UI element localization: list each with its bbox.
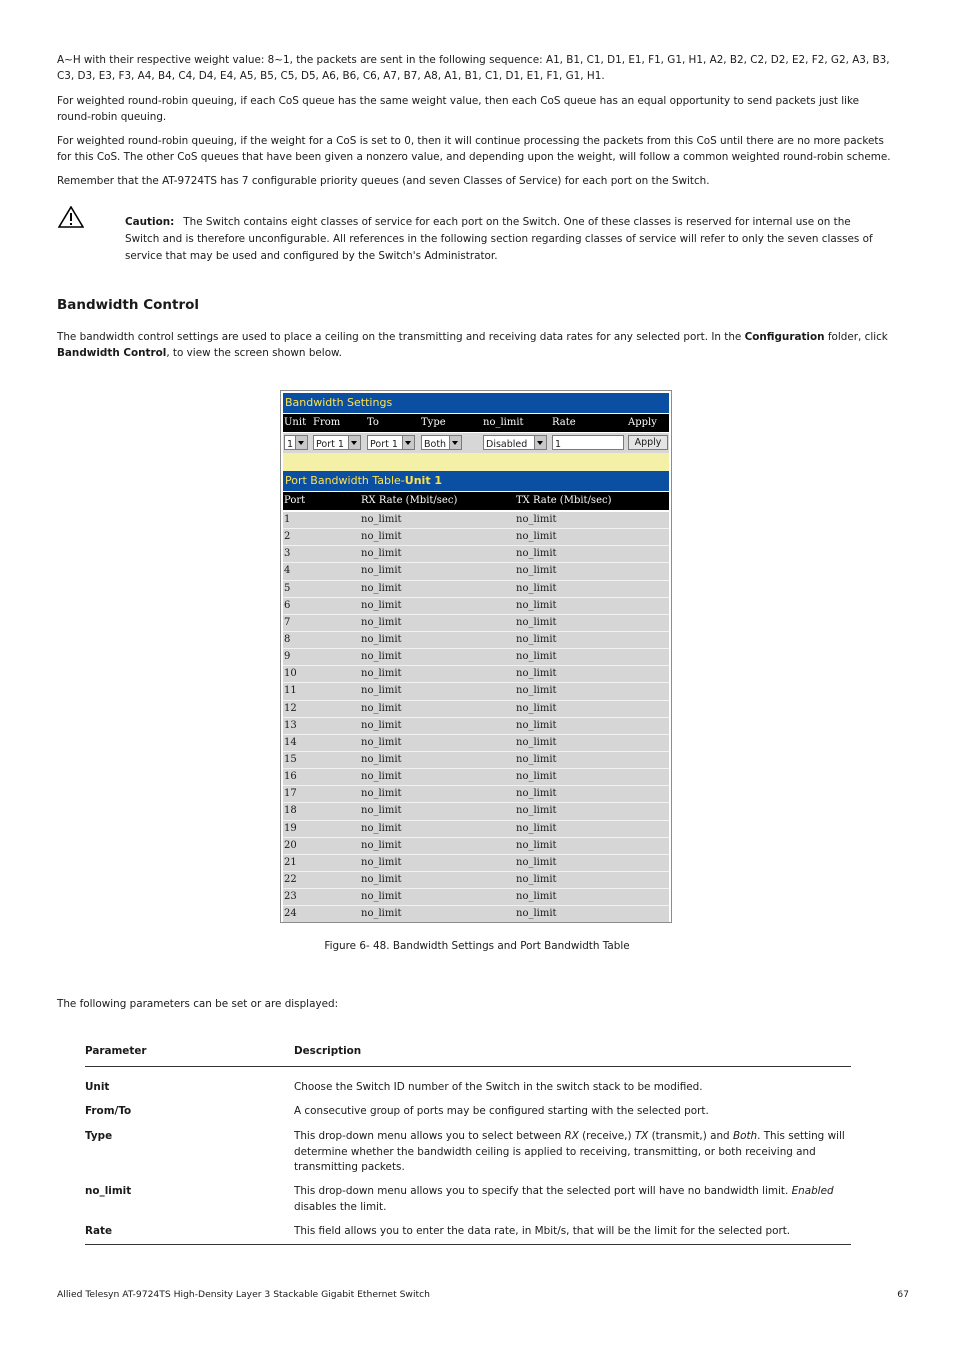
cell-rx: no_limit bbox=[361, 891, 402, 903]
bandwidth-screenshot bbox=[280, 390, 672, 923]
cell-port: 24 bbox=[284, 908, 297, 920]
nolimit-enabled: Enabled bbox=[791, 1185, 834, 1197]
table-title-text: Port Bandwidth Table- bbox=[285, 474, 405, 487]
cell-tx: no_limit bbox=[516, 822, 557, 834]
bandwidth-settings-title: Bandwidth Settings bbox=[283, 393, 669, 413]
cell-rx: no_limit bbox=[361, 548, 402, 560]
param-fromto-desc: A consecutive group of ports may be configured starting with the selected port. bbox=[294, 1105, 709, 1117]
chevron-down-icon bbox=[348, 436, 360, 449]
settings-header-row bbox=[283, 414, 669, 432]
header-type: Type bbox=[421, 417, 446, 428]
cell-rx: no_limit bbox=[361, 685, 402, 697]
cell-rx: no_limit bbox=[361, 582, 402, 594]
intro-paragraph-2: For weighted round-robin queuing, if each CoS queue has the same weight value, then each CoS queue has an equal opportunity to send packets just like round-robin queuing. bbox=[57, 95, 860, 123]
param-fromto-name: From/To bbox=[85, 1105, 132, 1117]
header-rx-rate: RX Rate (Mbit/sec) bbox=[361, 495, 458, 506]
cell-rx: no_limit bbox=[361, 633, 402, 645]
cell-rx: no_limit bbox=[361, 616, 402, 628]
cell-port: 20 bbox=[284, 839, 297, 851]
section-text-2: folder, click bbox=[824, 331, 888, 343]
cell-rx: no_limit bbox=[361, 565, 402, 577]
cell-tx: no_limit bbox=[516, 856, 557, 868]
cell-rx: no_limit bbox=[361, 514, 402, 525]
header-tx-rate: TX Rate (Mbit/sec) bbox=[516, 495, 612, 506]
from-select-value: Port 1 bbox=[316, 439, 344, 450]
table-bottom-rule bbox=[85, 1244, 851, 1245]
cell-rx: no_limit bbox=[361, 788, 402, 800]
table-row bbox=[283, 529, 669, 546]
rate-input[interactable] bbox=[552, 435, 624, 450]
cell-port: 14 bbox=[284, 736, 297, 748]
header-rate: Rate bbox=[552, 417, 576, 428]
port-bandwidth-rows bbox=[283, 512, 669, 923]
caution-body: The Switch contains eight classes of service for each port on the Switch. One of these classes is reserved for internal use on the Switch and is therefore unconfigurable. All references in the following section regarding classes of service will refer to only the seven classes of service that may be used and configured by the Switch's Administrator. bbox=[125, 216, 873, 262]
figure-caption: Figure 6- 48. Bandwidth Settings and Port Bandwidth Table bbox=[324, 940, 630, 952]
chevron-down-icon bbox=[534, 436, 546, 449]
param-nolimit-name: no_limit bbox=[85, 1185, 132, 1197]
cell-port: 3 bbox=[284, 548, 291, 560]
cell-rx: no_limit bbox=[361, 839, 402, 851]
table-row bbox=[283, 855, 669, 872]
chevron-down-icon bbox=[449, 436, 461, 449]
param-rate-desc: This field allows you to enter the data rate, in Mbit/s, that will be the limit for the selected port. bbox=[294, 1225, 791, 1237]
cell-port: 16 bbox=[284, 771, 297, 783]
cell-rx: no_limit bbox=[361, 702, 402, 714]
yellow-spacer bbox=[283, 453, 669, 473]
section-paragraph bbox=[57, 330, 893, 361]
table-row bbox=[283, 615, 669, 632]
cell-rx: no_limit bbox=[361, 736, 402, 748]
cell-tx: no_limit bbox=[516, 668, 557, 680]
to-select[interactable] bbox=[367, 435, 415, 450]
cell-port: 4 bbox=[284, 565, 291, 577]
cell-tx: no_limit bbox=[516, 771, 557, 783]
header-to: To bbox=[367, 417, 379, 428]
param-unit-name: Unit bbox=[85, 1081, 110, 1093]
cell-tx: no_limit bbox=[516, 753, 557, 765]
cell-port: 19 bbox=[284, 822, 297, 834]
param-type-desc bbox=[294, 1129, 878, 1176]
table-row bbox=[283, 838, 669, 855]
type-rx: RX bbox=[564, 1130, 579, 1142]
type-tx: TX bbox=[634, 1130, 649, 1142]
table-row bbox=[283, 701, 669, 718]
header-no-limit: no_limit bbox=[483, 417, 524, 428]
caution-icon bbox=[58, 206, 84, 228]
cell-port: 1 bbox=[284, 514, 291, 525]
cell-rx: no_limit bbox=[361, 822, 402, 834]
page-number: 67 bbox=[897, 1289, 909, 1300]
table-row bbox=[283, 786, 669, 803]
cell-tx: no_limit bbox=[516, 873, 557, 885]
table-row bbox=[283, 563, 669, 580]
type-select[interactable] bbox=[421, 435, 462, 450]
cell-port: 15 bbox=[284, 753, 297, 765]
unit-select-value: 1 bbox=[287, 439, 294, 450]
no-limit-select[interactable] bbox=[483, 435, 547, 450]
type-desc-1: This drop-down menu allows you to select between bbox=[294, 1130, 565, 1142]
section-text-1: The bandwidth control settings are used to place a ceiling on the transmitting and receiving data rates for any selected port. In the bbox=[57, 331, 745, 343]
cell-port: 21 bbox=[284, 856, 297, 868]
desc-column-header: Description bbox=[294, 1045, 362, 1057]
rate-input-value: 1 bbox=[555, 439, 562, 450]
cell-tx: no_limit bbox=[516, 599, 557, 611]
table-row bbox=[283, 735, 669, 752]
cell-tx: no_limit bbox=[516, 514, 557, 525]
settings-control-row bbox=[283, 433, 669, 453]
cell-port: 7 bbox=[284, 616, 291, 628]
table-row bbox=[283, 803, 669, 820]
cell-tx: no_limit bbox=[516, 651, 557, 663]
cell-tx: no_limit bbox=[516, 839, 557, 851]
cell-tx: no_limit bbox=[516, 908, 557, 920]
cell-rx: no_limit bbox=[361, 753, 402, 765]
cell-rx: no_limit bbox=[361, 908, 402, 920]
cell-port: 22 bbox=[284, 873, 297, 885]
cell-tx: no_limit bbox=[516, 736, 557, 748]
table-row bbox=[283, 821, 669, 838]
type-desc-4: . This setting will determine whether the bandwidth ceiling is applied to receiving, transmitting, or both receiving and transmitting packets. bbox=[294, 1130, 845, 1173]
param-unit-desc: Choose the Switch ID number of the Switch in the switch stack to be modified. bbox=[294, 1081, 703, 1093]
type-both: Both bbox=[732, 1130, 758, 1142]
bandwidth-control-keyword: Bandwidth Control bbox=[57, 346, 167, 359]
cell-tx: no_limit bbox=[516, 788, 557, 800]
port-bandwidth-table-title bbox=[283, 471, 669, 491]
cell-port: 11 bbox=[284, 685, 297, 697]
chevron-down-icon bbox=[295, 436, 307, 449]
cell-tx: no_limit bbox=[516, 582, 557, 594]
intro-paragraph-3: For weighted round-robin queuing, if the weight for a CoS is set to 0, then it will continue processing the packets from this CoS until there are no more packets for this CoS. The other CoS queues that have been given a nonzero value, and depending upon the weight, will follow a common weighted round-robin scheme. bbox=[57, 135, 891, 163]
cell-port: 23 bbox=[284, 891, 297, 903]
cell-rx: no_limit bbox=[361, 771, 402, 783]
unit-select[interactable] bbox=[284, 435, 308, 450]
chevron-down-icon bbox=[402, 436, 414, 449]
cell-tx: no_limit bbox=[516, 702, 557, 714]
params-intro: The following parameters can be set or are displayed: bbox=[57, 998, 339, 1010]
cell-rx: no_limit bbox=[361, 599, 402, 611]
header-unit: Unit bbox=[284, 417, 307, 428]
cell-port: 6 bbox=[284, 599, 291, 611]
type-desc-2: (receive,) bbox=[578, 1130, 635, 1142]
param-rate-name: Rate bbox=[85, 1225, 113, 1237]
cell-port: 17 bbox=[284, 788, 297, 800]
cell-port: 2 bbox=[284, 531, 291, 543]
param-type-name: Type bbox=[85, 1130, 113, 1142]
header-apply: Apply bbox=[628, 417, 657, 428]
table-row bbox=[283, 649, 669, 666]
from-select[interactable] bbox=[313, 435, 361, 450]
cell-tx: no_limit bbox=[516, 719, 557, 731]
apply-button[interactable]: Apply bbox=[628, 435, 668, 450]
cell-rx: no_limit bbox=[361, 719, 402, 731]
configuration-keyword: Configuration bbox=[744, 331, 825, 343]
intro-paragraph-1: A~H with their respective weight value: 8~1, the packets are sent in the following sequence: A1, B1, C1, D1, E1, F1, G1, H1, A2, B2, C2, D2, E2, F2, G2, A3, B3, C3, D3, E3, F3, A4, B4, C4, D4, E4, A5, B5, C5, D5, A6, B6, C6, A7, B7, A8, A1, B1, C1, D1, E1, F1, G1, H1. bbox=[57, 54, 890, 82]
cell-tx: no_limit bbox=[516, 548, 557, 560]
cell-tx: no_limit bbox=[516, 633, 557, 645]
table-row bbox=[283, 752, 669, 769]
cell-port: 8 bbox=[284, 633, 291, 645]
table-header-row bbox=[283, 492, 669, 510]
header-port: Port bbox=[284, 495, 306, 506]
cell-tx: no_limit bbox=[516, 531, 557, 543]
cell-port: 12 bbox=[284, 702, 297, 714]
cell-tx: no_limit bbox=[516, 891, 557, 903]
cell-tx: no_limit bbox=[516, 565, 557, 577]
table-row bbox=[283, 512, 669, 529]
cell-rx: no_limit bbox=[361, 668, 402, 680]
cell-port: 10 bbox=[284, 668, 297, 680]
cell-tx: no_limit bbox=[516, 685, 557, 697]
table-row bbox=[283, 889, 669, 906]
no-limit-select-value: Disabled bbox=[486, 439, 528, 450]
header-from: From bbox=[313, 417, 341, 428]
section-text-3: , to view the screen shown below. bbox=[166, 346, 342, 359]
table-row bbox=[283, 872, 669, 889]
intro-paragraph-4: Remember that the AT-9724TS has 7 configurable priority queues (and seven Classes of Service) for each port on the Switch. bbox=[57, 175, 710, 187]
table-row bbox=[283, 906, 669, 923]
section-title: Bandwidth Control bbox=[57, 297, 200, 313]
type-desc-3: (transmit,) and bbox=[648, 1130, 733, 1142]
cell-rx: no_limit bbox=[361, 531, 402, 543]
table-row bbox=[283, 581, 669, 598]
table-row bbox=[283, 666, 669, 683]
nolimit-desc-1: This drop-down menu allows you to specify that the selected port will have no bandwidth limit. bbox=[294, 1185, 792, 1197]
cell-port: 13 bbox=[284, 719, 297, 731]
cell-port: 5 bbox=[284, 582, 291, 594]
caution-note bbox=[125, 214, 885, 265]
cell-tx: no_limit bbox=[516, 805, 557, 817]
cell-port: 18 bbox=[284, 805, 297, 817]
table-unit-text: Unit 1 bbox=[404, 474, 443, 487]
cell-tx: no_limit bbox=[516, 616, 557, 628]
param-nolimit-desc bbox=[294, 1184, 878, 1215]
table-divider bbox=[85, 1066, 851, 1067]
table-row bbox=[283, 598, 669, 615]
param-column-header: Parameter bbox=[85, 1045, 147, 1057]
footer-title: Allied Telesyn AT-9724TS High-Density Layer 3 Stackable Gigabit Ethernet Switch bbox=[57, 1289, 430, 1300]
nolimit-desc-2: disables the limit. bbox=[294, 1200, 387, 1213]
to-select-value: Port 1 bbox=[370, 439, 398, 450]
cell-rx: no_limit bbox=[361, 651, 402, 663]
cell-rx: no_limit bbox=[361, 873, 402, 885]
table-row bbox=[283, 546, 669, 563]
table-row bbox=[283, 718, 669, 735]
cell-rx: no_limit bbox=[361, 805, 402, 817]
caution-label: Caution: bbox=[125, 216, 175, 228]
type-select-value: Both bbox=[424, 439, 447, 450]
cell-rx: no_limit bbox=[361, 856, 402, 868]
table-row bbox=[283, 683, 669, 700]
table-row bbox=[283, 769, 669, 786]
table-row bbox=[283, 632, 669, 649]
cell-port: 9 bbox=[284, 651, 291, 663]
